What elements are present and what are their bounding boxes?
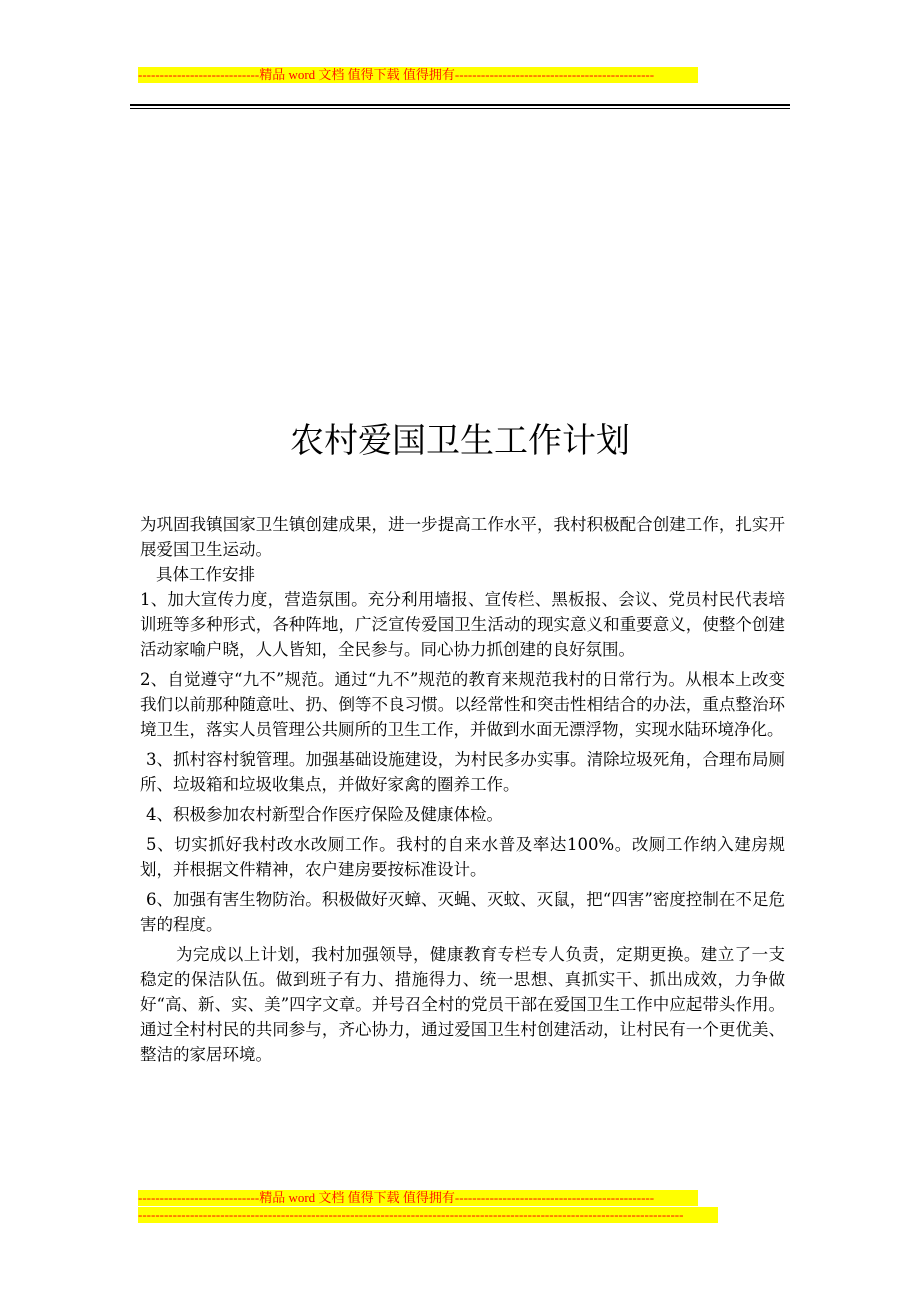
plan-item-2: 2、自觉遵守“九不”规范。通过“九不”规范的教育来规范我村的日常行为。从根本上改变我们以前那种随意吐、扔、倒等不良习惯。以经常性和突击性相结合的办法，重点整治环境卫生，落实人员管理公共厕所的卫生工作，并做到水面无漂浮物，实现水陆环境净化。 — [140, 670, 785, 739]
plan-item-4: 4、积极参加农村新型合作医疗保险及健康体检。 — [146, 805, 503, 824]
intro-paragraph: 为巩固我镇国家卫生镇创建成果，进一步提高工作水平，我村积极配合创建工作，扎实开展爱国卫生运动。 — [140, 515, 785, 559]
footer-dash-line: ------------------------------------------------------------------------------------------------------------------------------ — [138, 1207, 718, 1223]
plan-item-5: 5、切实抓好我村改水改厕工作。我村的自来水普及率达100%。改厕工作纳入建房规划，并根据文件精神，农户建房要按标准设计。 — [140, 835, 785, 879]
document-title: 农村爱国卫生工作计划 — [290, 421, 630, 461]
plan-item-6: 6、加强有害生物防治。积极做好灭蟑、灭蝇、灭蚊、灭鼠，把“四害”密度控制在不足危害的程度。 — [140, 890, 785, 934]
plan-item-1: 1、加大宣传力度，营造氛围。充分利用墙报、宣传栏、黑板报、会议、党员村民代表培训班等多种形式，各种阵地，广泛宣传爱国卫生活动的现实意义和重要意义，使整个创建活动家喻户晓，人人皆知，全民参与。同心协力抓创建的良好氛围。 — [140, 590, 785, 659]
conclusion-paragraph: 为完成以上计划，我村加强领导，健康教育专栏专人负责，定期更换。建立了一支稳定的保洁队伍。做到班子有力、措施得力、统一思想、真抓实干、抓出成效，力争做好“高、新、实、美”四字文章。并号召全村的党员干部在爱国卫生工作中应起带头作用。通过全村村民的共同参与，齐心协力，通过爱国卫生村创建活动，让村民有一个更优美、整洁的家居环境。 — [140, 945, 785, 1064]
section-heading: 具体工作安排 — [156, 565, 255, 584]
footer-banner: ----------------------------精品 word 文档 值得下载 值得拥有---------------------------------------------- — [138, 1190, 698, 1206]
document-body — [140, 512, 785, 1072]
header-banner: ----------------------------精品 word 文档 值得下载 值得拥有---------------------------------------------- — [138, 67, 698, 83]
header-rule-thick — [130, 104, 790, 106]
header-rule-thin — [130, 108, 790, 109]
plan-item-3: 3、抓村容村貌管理。加强基础设施建设，为村民多办实事。清除垃圾死角，合理布局厕所、垃圾箱和垃圾收集点，并做好家禽的圈养工作。 — [140, 750, 785, 794]
